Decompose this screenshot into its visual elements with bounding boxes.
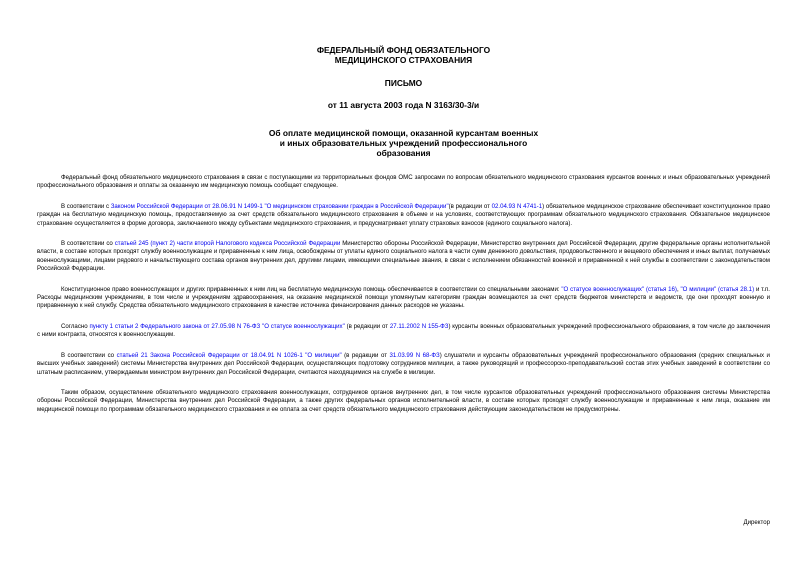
paragraph-text: Конституционное право военнослужащих и других приравненных к ним лиц на бесплатную медицинскую помощь обеспечивается в соответствии со специальными законами:: [61, 285, 562, 293]
paragraph-text: Министерство обороны Российской Федерации, Министерство внутренних дел Российской Федерации, другие федеральные органы исполнительной власти, в составе которых проходят службу военнослужащие и приравненные к ним лица, освобождены от уплаты единого социального налога в части сумм денежного довольствия, продовольственного и вещевого обеспечения и иных выплат, получаемых военнослужащими, лицами рядового и начальствующего состава органов внутренних дел, другими лицами, имеющими специальные звания, в связи с исполнением обязанностей военной и приравненной к ней службы в соответствии с законодательством Российской Федерации.: [37, 240, 770, 273]
paragraph-text: (в редакции от: [448, 202, 492, 210]
paragraph-5: [37, 323, 770, 340]
paragraph-text: ,: [676, 285, 681, 293]
paragraph-text: и т.п. Расходы медицинским учреждениям, в том числе и учреждениям здравоохранения, на оказание медицинской помощи упомянутым категориям граждан возмещаются за счет средств бюджетов министерств и ведомств, где они проходят военную и приравненную к ней службу. Средства обязательного медицинского страхования в качестве источника финансирования данных расходов не указаны.: [37, 285, 770, 310]
paragraph-text: В соответствии со: [61, 351, 117, 359]
paragraph-6: [37, 352, 770, 377]
signature-title: Директор: [743, 519, 770, 526]
paragraph-text: Согласно: [61, 322, 90, 330]
law-link-militia[interactable]: "О милиции" (статья 28.1): [680, 285, 755, 293]
paragraph-1: Федеральный фонд обязательного медицинского страхования в связи с поступающими из территориальных фондов ОМС запросами по вопросам обязательного медицинского страхования курсантов военных и иных образовательных учреждений профессионального образования и оплаты за оказанную им медицинскую помощь сообщает следующее.: [37, 174, 770, 190]
organization-line-2: МЕДИЦИНСКОГО СТРАХОВАНИЯ: [334, 55, 473, 65]
law-link-military-status[interactable]: "О статусе военнослужащих" (статья 16): [561, 285, 677, 293]
law-link-amendment[interactable]: 02.04.93 N 4741-1: [491, 202, 543, 210]
organization-line-1: ФЕДЕРАЛЬНЫЙ ФОНД ОБЯЗАТЕЛЬНОГО: [316, 45, 491, 55]
subject-line-2: и иных образовательных учреждений профессионального: [279, 138, 528, 148]
law-link-medical-insurance[interactable]: Законом Российской Федерации от 28.06.91 N 1499-1 "О медицинском страховании граждан в Российской Федерации": [110, 202, 449, 210]
paragraph-text: В соответствии с: [61, 202, 111, 210]
law-link-militia-article-21[interactable]: статьей 21 Закона Российской Федерации от 18.04.91 N 1026-1 "О милиции": [116, 351, 342, 359]
document-body: [37, 174, 770, 414]
paragraph-text: В соответствии со: [61, 240, 115, 248]
law-link-federal-law-76[interactable]: пункту 1 статьи 2 Федерального закона от 27.05.98 N 76-ФЗ "О статусе военнослужащих": [89, 322, 345, 330]
paragraph-text: (в редакции от: [344, 322, 390, 330]
paragraph-2: [37, 203, 770, 228]
document-subject: [37, 128, 770, 158]
paragraph-text: ) курсанты военных образовательных учреждений профессионального образования, в том числе до заключения с ними контракта, относятся к военнослужащим.: [37, 322, 771, 339]
paragraph-4: [37, 286, 770, 311]
paragraph-text: ) обязательное медицинское страхование обеспечивает конституционное право граждан на бесплатную медицинскую помощь, предоставляемую за счет средств обязательного медицинского страхования в объеме и на условиях, соответствующих программам обязательного медицинского страхования. Обязательное медицинское страхование осуществляется в форме договора, заключаемого между субъектами медицинского страхования, и предусматривает уплату страховых взносов (единого социального налога).: [37, 202, 771, 227]
law-link-amendment-155[interactable]: 27.11.2002 N 155-ФЗ: [389, 322, 449, 330]
paragraph-7: Таким образом, осуществление обязательного медицинского страхования военнослужащих, сотрудников органов внутренних дел, в том числе курсантов образовательных учреждений профессионального образования системы Министерства обороны Российской Федерации, Министерства внутренних дел Российской Федерации, а также других федеральных органов исполнительной власти, в составе которых проходят службу военнослужащие и приравненные к ним лица, оказание им медицинской помощи по программам обязательного медицинского страхования и ее оплата за счет средств обязательного медицинского страхования действующим законодательством не предусмотрены.: [37, 388, 770, 413]
law-link-tax-code[interactable]: статьей 245 (пункт 2) части второй Налогового кодекса Российской Федерации: [114, 240, 341, 248]
document-type: ПИСЬМО: [384, 78, 423, 88]
subject-line-3: образования: [376, 148, 431, 158]
law-link-amendment-68[interactable]: 31.03.99 N 68-ФЗ: [389, 351, 440, 359]
paragraph-3: [37, 240, 770, 274]
document-date-number: от 11 августа 2003 года N 3163/30-3/и: [327, 100, 480, 110]
paragraph-text: ) слушатели и курсанты образовательных учреждений профессионального образования (средних специальных и высших учебных заведений) системы Министерства внутренних дел Российской Федерации, осуществляющих подготовку сотрудников милиции, а также руководящий и профессорско-преподавательский состав этих учебных заведений в соответствии со штатным расписанием, утверждаемым министром внутренних дел Российской Федерации, считаются находящимися на службе в милиции.: [37, 351, 770, 376]
issuing-organization: [37, 0, 770, 65]
paragraph-text: (в редакции от: [341, 351, 390, 359]
subject-line-1: Об оплате медицинской помощи, оказанной курсантам военных: [268, 128, 539, 138]
